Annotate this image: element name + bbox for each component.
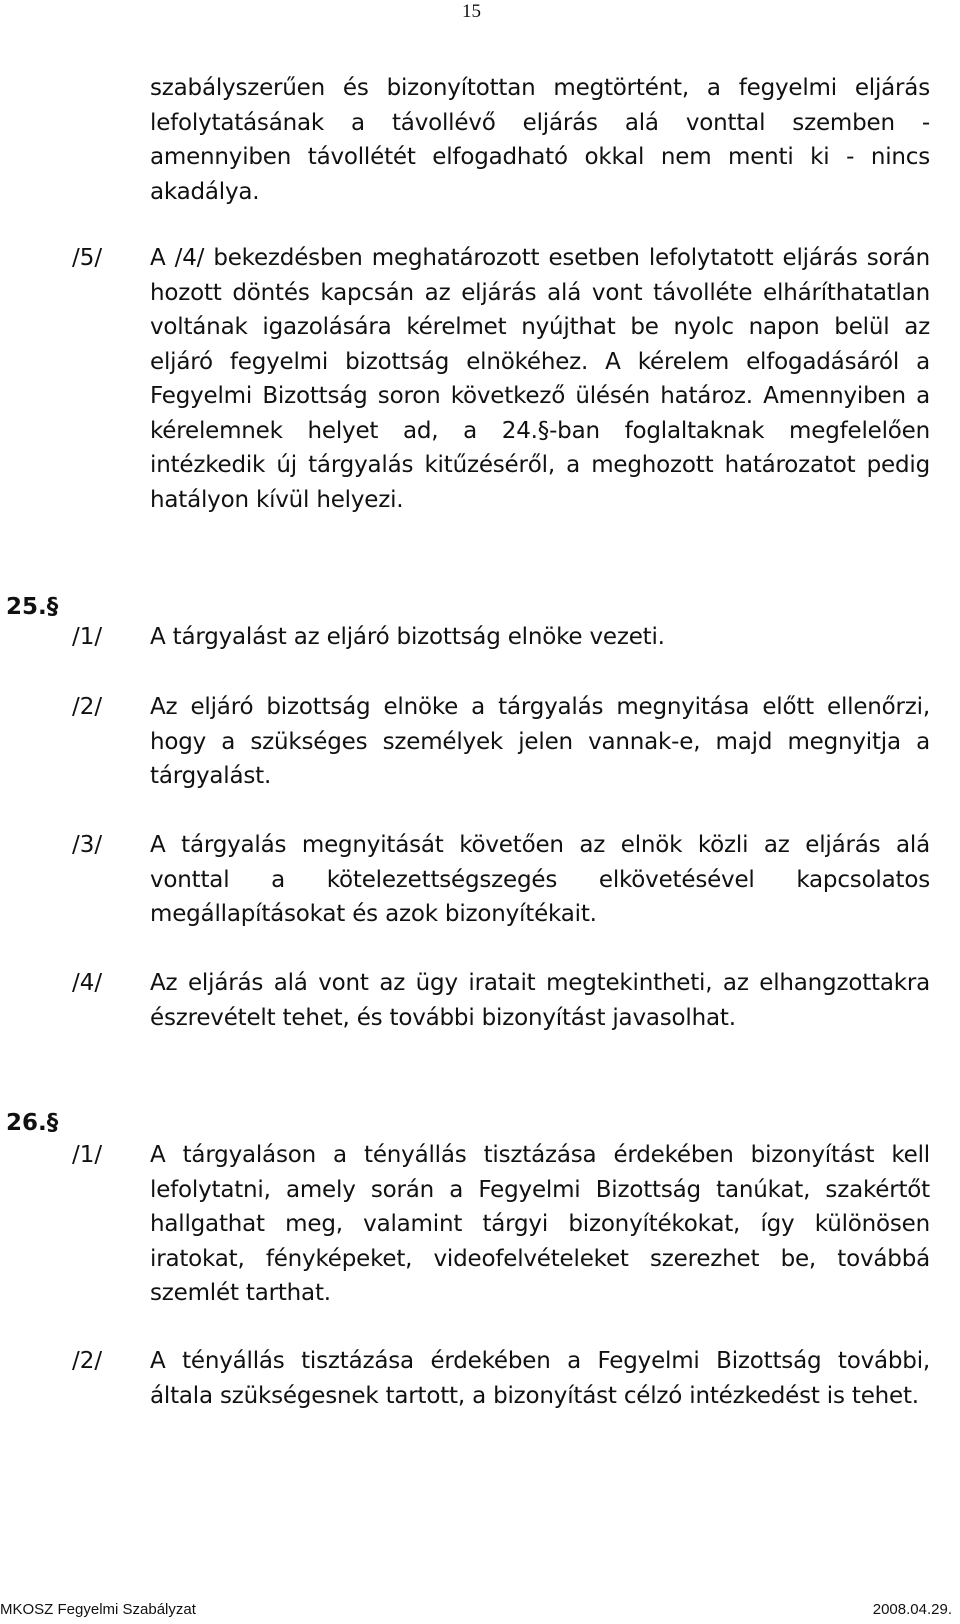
paragraph-label-26-1: /1/ — [72, 1142, 103, 1168]
section-heading-26: 26.§ — [6, 1110, 59, 1136]
footer-date: 2008.04.29. — [872, 1601, 952, 1618]
paragraph-text-25-2: Az eljáró bizottság elnöke a tárgyalás megnyitása előtt ellenőrzi, hogy a szükséges személyek jelen vannak-e, majd megnyitja a tárgyalást. — [150, 694, 930, 789]
paragraph-text-25-4: Az eljárás alá vont az ügy iratait megtekintheti, az elhangzottakra észrevételt tehet, és további bizonyítást javasolhat. — [150, 970, 930, 1031]
page-number: 15 — [462, 1, 481, 22]
paragraph-label-25-3: /3/ — [72, 832, 103, 858]
paragraph-label-25-1: /1/ — [72, 624, 103, 650]
paragraph-label-26-2: /2/ — [72, 1348, 103, 1374]
footer-document-title: MKOSZ Fegyelmi Szabályzat — [0, 1601, 196, 1618]
paragraph-text-5: A /4/ bekezdésben meghatározott esetben lefolytatott eljárás során hozott döntés kapcsán az eljárás alá vont távolléte elháríthatatlan voltának igazolására kérelmet nyújthat be nyolc napon belül az eljáró fegyelmi bizottság elnökéhez. A kérelem elfogadásáról a Fegyelmi Bizottság soron következő ülésén határoz. Amennyiben a kérelemnek helyet ad, a 24.§-ban foglaltaknak megfelelően intézkedik új tárgyalás kitűzéséről, a meghozott határozatot pedig hatályon kívül helyezi. — [150, 245, 930, 513]
paragraph-label-25-2: /2/ — [72, 694, 103, 720]
paragraph-label-5: /5/ — [72, 245, 103, 271]
paragraph-continuation-text: szabályszerűen és bizonyítottan megtörtént, a fegyelmi eljárás lefolytatásának a távollévő eljárás alá vonttal szemben - amennyiben távollétét elfogadható okkal nem menti ki - nincs akadálya. — [150, 75, 930, 205]
paragraph-text-25-1: A tárgyalást az eljáró bizottság elnöke vezeti. — [150, 624, 665, 650]
section-heading-25: 25.§ — [6, 594, 59, 620]
paragraph-text-26-2: A tényállás tisztázása érdekében a Fegyelmi Bizottság további, általa szükségesnek tartott, a bizonyítást célzó intézkedést is tehet. — [150, 1348, 930, 1409]
paragraph-text-25-3: A tárgyalás megnyitását követően az elnök közli az eljárás alá vonttal a kötelezettségszegés elkövetésével kapcsolatos megállapításokat és azok bizonyítékait. — [150, 832, 930, 927]
paragraph-text-26-1: A tárgyaláson a tényállás tisztázása érdekében bizonyítást kell lefolytatni, amely során a Fegyelmi Bizottság tanúkat, szakértőt hallgathat meg, valamint tárgyi bizonyítékokat, így különösen iratokat, fényképeket, videofelvételeket szerezhet be, továbbá szemlét tarthat. — [150, 1142, 930, 1306]
paragraph-label-25-4: /4/ — [72, 970, 103, 996]
